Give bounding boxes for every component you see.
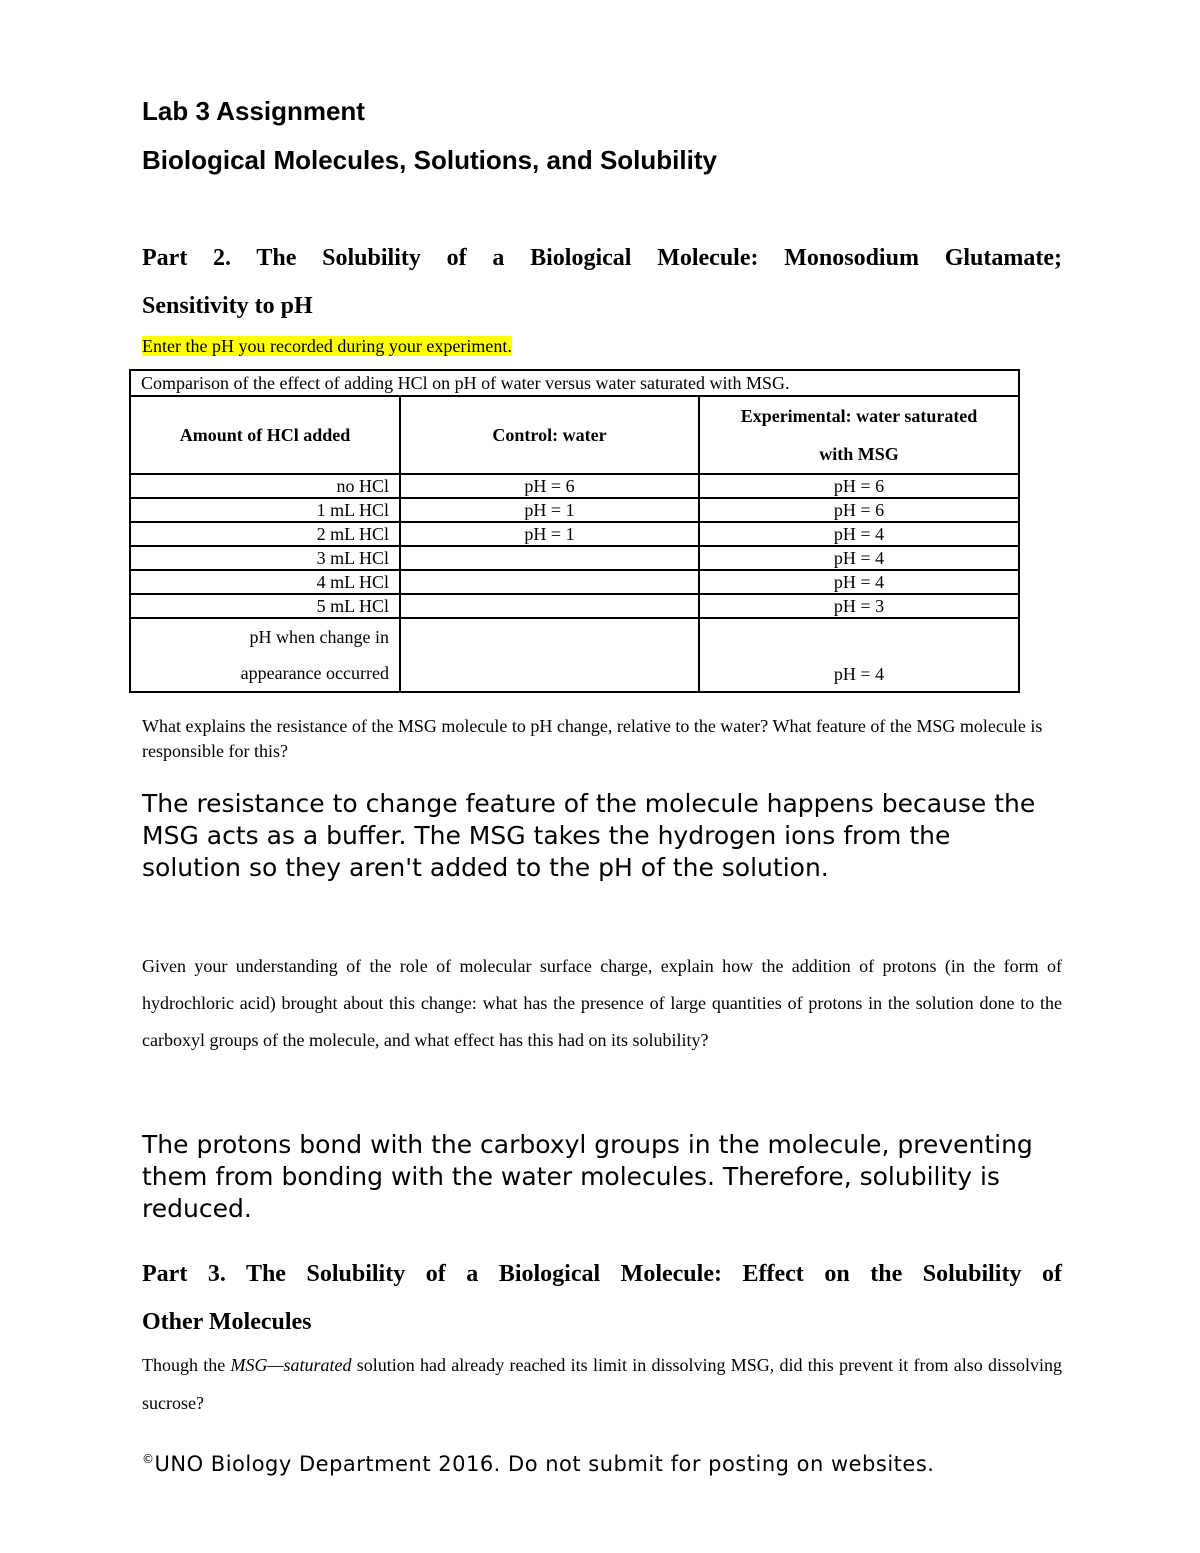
cell-amount: 2 mL HCl	[130, 522, 400, 546]
highlighted-instruction: Enter the pH you recorded during your experiment.	[142, 336, 512, 356]
header-experimental	[699, 396, 1019, 474]
table-caption-row	[130, 370, 1019, 396]
cell-amount: 4 mL HCl	[130, 570, 400, 594]
cell-control: pH = 1	[400, 498, 699, 522]
cell-amount-line2: appearance occurred	[240, 663, 389, 683]
table-row	[130, 570, 1019, 594]
cell-control	[400, 618, 699, 692]
header-amount: Amount of HCl added	[130, 396, 400, 474]
question-1: What explains the resistance of the MSG molecule to pH change, relative to the water? What feature of the MSG molecule is responsible for this?	[142, 716, 1043, 761]
table-header-row	[130, 396, 1019, 474]
cell-control	[400, 570, 699, 594]
cell-amount: no HCl	[130, 474, 400, 498]
part3-heading	[142, 1250, 1062, 1346]
part2-heading-line2: Sensitivity to pH	[142, 293, 313, 319]
table-row	[130, 546, 1019, 570]
cell-experimental: pH = 6	[699, 498, 1019, 522]
cell-experimental: pH = 4	[699, 546, 1019, 570]
cell-control	[400, 546, 699, 570]
cell-amount: 3 mL HCl	[130, 546, 400, 570]
cell-experimental: pH = 6	[699, 474, 1019, 498]
copyright-text: UNO Biology Department 2016. Do not submit for posting on websites.	[154, 1452, 935, 1476]
cell-control	[400, 594, 699, 618]
header-control: Control: water	[400, 396, 699, 474]
table-caption: Comparison of the effect of adding HCl on pH of water versus water saturated with MSG.	[130, 370, 1019, 396]
part3-question-pre: Though the	[142, 1355, 231, 1375]
copyright-footer	[142, 1452, 934, 1476]
cell-amount	[130, 618, 400, 692]
results-table	[129, 369, 1020, 693]
part3-question-italic: MSG—saturated	[230, 1355, 352, 1375]
document-subtitle: Biological Molecules, Solutions, and Solubility	[142, 145, 717, 175]
cell-control: pH = 1	[400, 522, 699, 546]
header-experimental-line1: Experimental: water saturated	[740, 406, 978, 426]
cell-experimental: pH = 4	[699, 618, 1019, 692]
part3-question	[142, 1346, 1062, 1422]
cell-amount: 1 mL HCl	[130, 498, 400, 522]
cell-experimental: pH = 4	[699, 570, 1019, 594]
cell-experimental: pH = 4	[699, 522, 1019, 546]
part3-question-post: solution had already reached its limit in dissolving MSG, did this prevent it from also dissolving sucrose?	[142, 1355, 1062, 1413]
cell-amount-line1: pH when change in	[249, 627, 389, 647]
answer-2: The protons bond with the carboxyl groups in the molecule, preventing them from bonding with the water molecules. Therefore, solubility is reduced.	[142, 1130, 1033, 1223]
cell-experimental: pH = 3	[699, 594, 1019, 618]
copyright-symbol: ©	[142, 1452, 155, 1466]
part3-heading-line2: Other Molecules	[142, 1309, 312, 1335]
table-row	[130, 522, 1019, 546]
instruction-text	[142, 334, 512, 358]
cell-amount: 5 mL HCl	[130, 594, 400, 618]
question-2: Given your understanding of the role of molecular surface charge, explain how the addition of protons (in the form of hydrochloric acid) brought about this change: what has the presence of large quantities of protons in the solution done to the carboxyl groups of the molecule, and what effect has this had on its solubility?	[142, 956, 1062, 1050]
table-row	[130, 498, 1019, 522]
header-experimental-line2: with MSG	[819, 444, 899, 464]
table-row	[130, 474, 1019, 498]
part3-heading-line1: Part 3. The Solubility of a Biological Molecule: Effect on the Solubility of	[142, 1261, 1062, 1287]
part2-heading-line1: Part 2. The Solubility of a Biological Molecule: Monosodium Glutamate;	[142, 245, 1062, 271]
part2-heading	[142, 234, 1062, 330]
cell-control: pH = 6	[400, 474, 699, 498]
table-row	[130, 594, 1019, 618]
answer-1: The resistance to change feature of the molecule happens because the MSG acts as a buffer. The MSG takes the hydrogen ions from the solution so they aren't added to the pH of the solution.	[142, 789, 1036, 882]
table-row-change-in-appearance	[130, 618, 1019, 692]
document-title: Lab 3 Assignment	[142, 96, 365, 126]
